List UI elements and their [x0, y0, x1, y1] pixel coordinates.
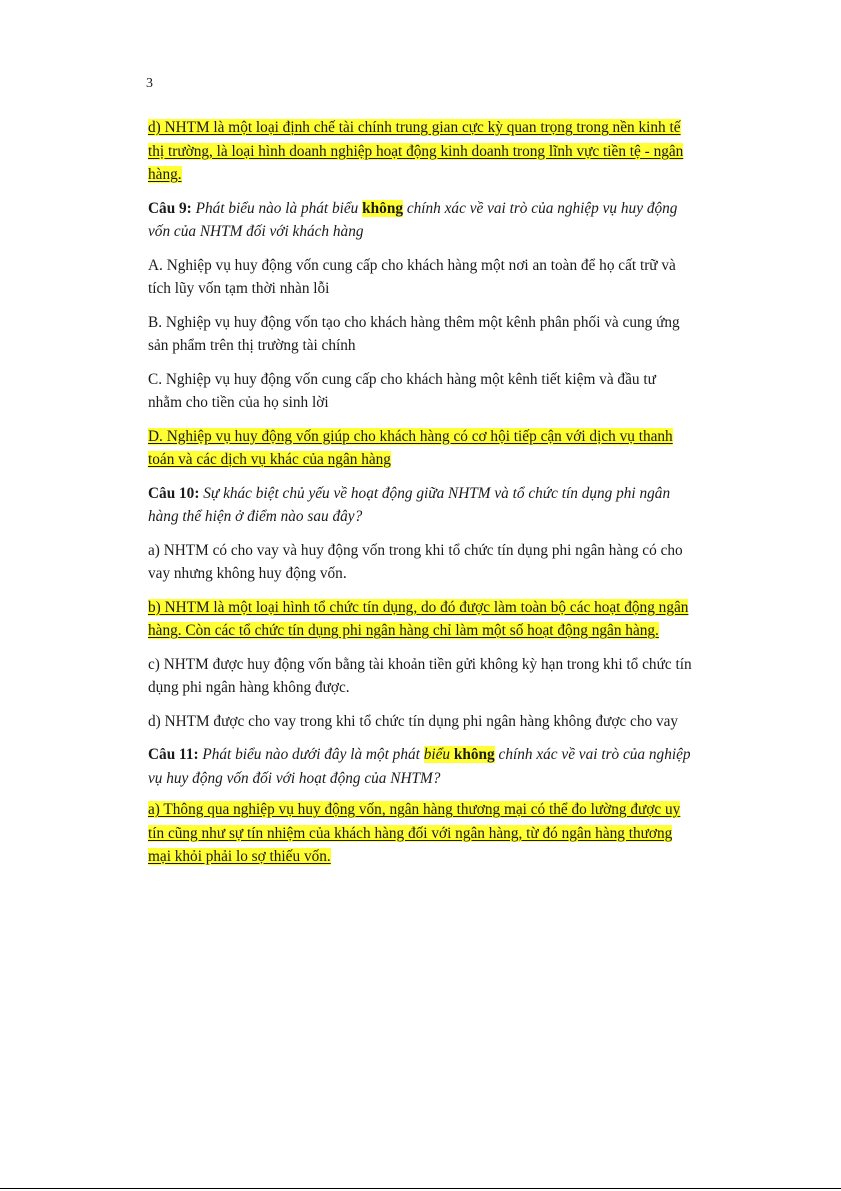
question-text: chính xác về vai trò của nghiệp vụ huy động vốn của NHTM đối với khách hàng — [148, 199, 678, 240]
highlighted-correct-answer: b) NHTM là một loại hình tổ chức tín dụng, do đó được làm toàn bộ các hoạt động ngân hàng. Còn các tổ chức tín dụng phi ngân hàng chỉ làm một số hoạt động ngân hàng. — [148, 598, 689, 639]
question-11 — [148, 743, 693, 790]
question-10 — [148, 482, 693, 529]
question-10-answer-a: a) NHTM có cho vay và huy động vốn trong khi tổ chức tín dụng phi ngân hàng có cho vay nhưng không huy động vốn. — [148, 541, 683, 582]
question-9-answer-b: B. Nghiệp vụ huy động vốn tạo cho khách hàng thêm một kênh phân phối và cung ứng sản phẩm trên thị trường tài chính — [148, 313, 680, 354]
question-text: Sự khác biệt chủ yếu về hoạt động giữa NHTM và tổ chức tín dụng phi ngân hàng thể hiện ở điểm nào sau đây? — [148, 484, 671, 525]
highlighted-word: biểu — [423, 746, 451, 763]
question-10-answer-b — [148, 596, 693, 643]
question-9 — [148, 197, 693, 244]
question-10-answer-d: d) NHTM được cho vay trong khi tổ chức tín dụng phi ngân hàng không được cho vay — [148, 712, 679, 730]
question-text: Phát biểu nào là phát biểu — [195, 199, 359, 217]
highlighted-correct-answer: d) NHTM là một loại định chế tài chính trung gian cực kỳ quan trọng trong nền kinh tế thị trường, là loại hình doanh nghiệp hoạt động kinh doanh trong lĩnh vực tiền tệ - ngân hàng. — [148, 119, 684, 183]
question-text: chính xác về vai trò của nghiệp vụ huy động vốn đối với hoạt động của NHTM? — [148, 746, 691, 787]
question-9-answer-a: A. Nghiệp vụ huy động vốn cung cấp cho khách hàng một nơi an toàn để họ cất trữ và tích lũy vốn tạm thời nhàn lỗi — [148, 256, 676, 297]
highlighted-correct-answer: D. Nghiệp vụ huy động vốn giúp cho khách hàng có cơ hội tiếp cận với dịch vụ thanh toán và các dịch vụ khác của ngân hàng — [148, 427, 673, 468]
highlighted-correct-answer: a) Thông qua nghiệp vụ huy động vốn, ngân hàng thương mại có thể đo lường được uy tín cũng như sự tín nhiệm của khách hàng đối với ngân hàng, từ đó ngân hàng thương mại khỏi phải lo sợ thiếu vốn. — [148, 801, 681, 865]
question-label: Câu 9: — [148, 199, 192, 217]
question-label: Câu 11: — [148, 746, 199, 763]
page-number: 3 — [146, 76, 153, 91]
document-body — [148, 116, 693, 879]
question-text: Phát biểu nào dưới đây là một phát — [202, 746, 420, 763]
page-bottom-border — [0, 1188, 841, 1189]
emphasis-word: không — [450, 746, 495, 763]
emphasis-word: không — [362, 199, 403, 217]
question-9-answer-c: C. Nghiệp vụ huy động vốn cung cấp cho khách hàng một kênh tiết kiệm và đầu tư nhằm cho tiền của họ sinh lời — [148, 370, 656, 411]
question-label: Câu 10: — [148, 484, 200, 502]
question-11-answer-a — [148, 798, 693, 869]
question-9-answer-d — [148, 425, 693, 472]
question-8-answer-d — [148, 116, 693, 187]
question-10-answer-c: c) NHTM được huy động vốn bằng tài khoản tiền gửi không kỳ hạn trong khi tổ chức tín dụng phi ngân hàng không được. — [148, 655, 692, 696]
